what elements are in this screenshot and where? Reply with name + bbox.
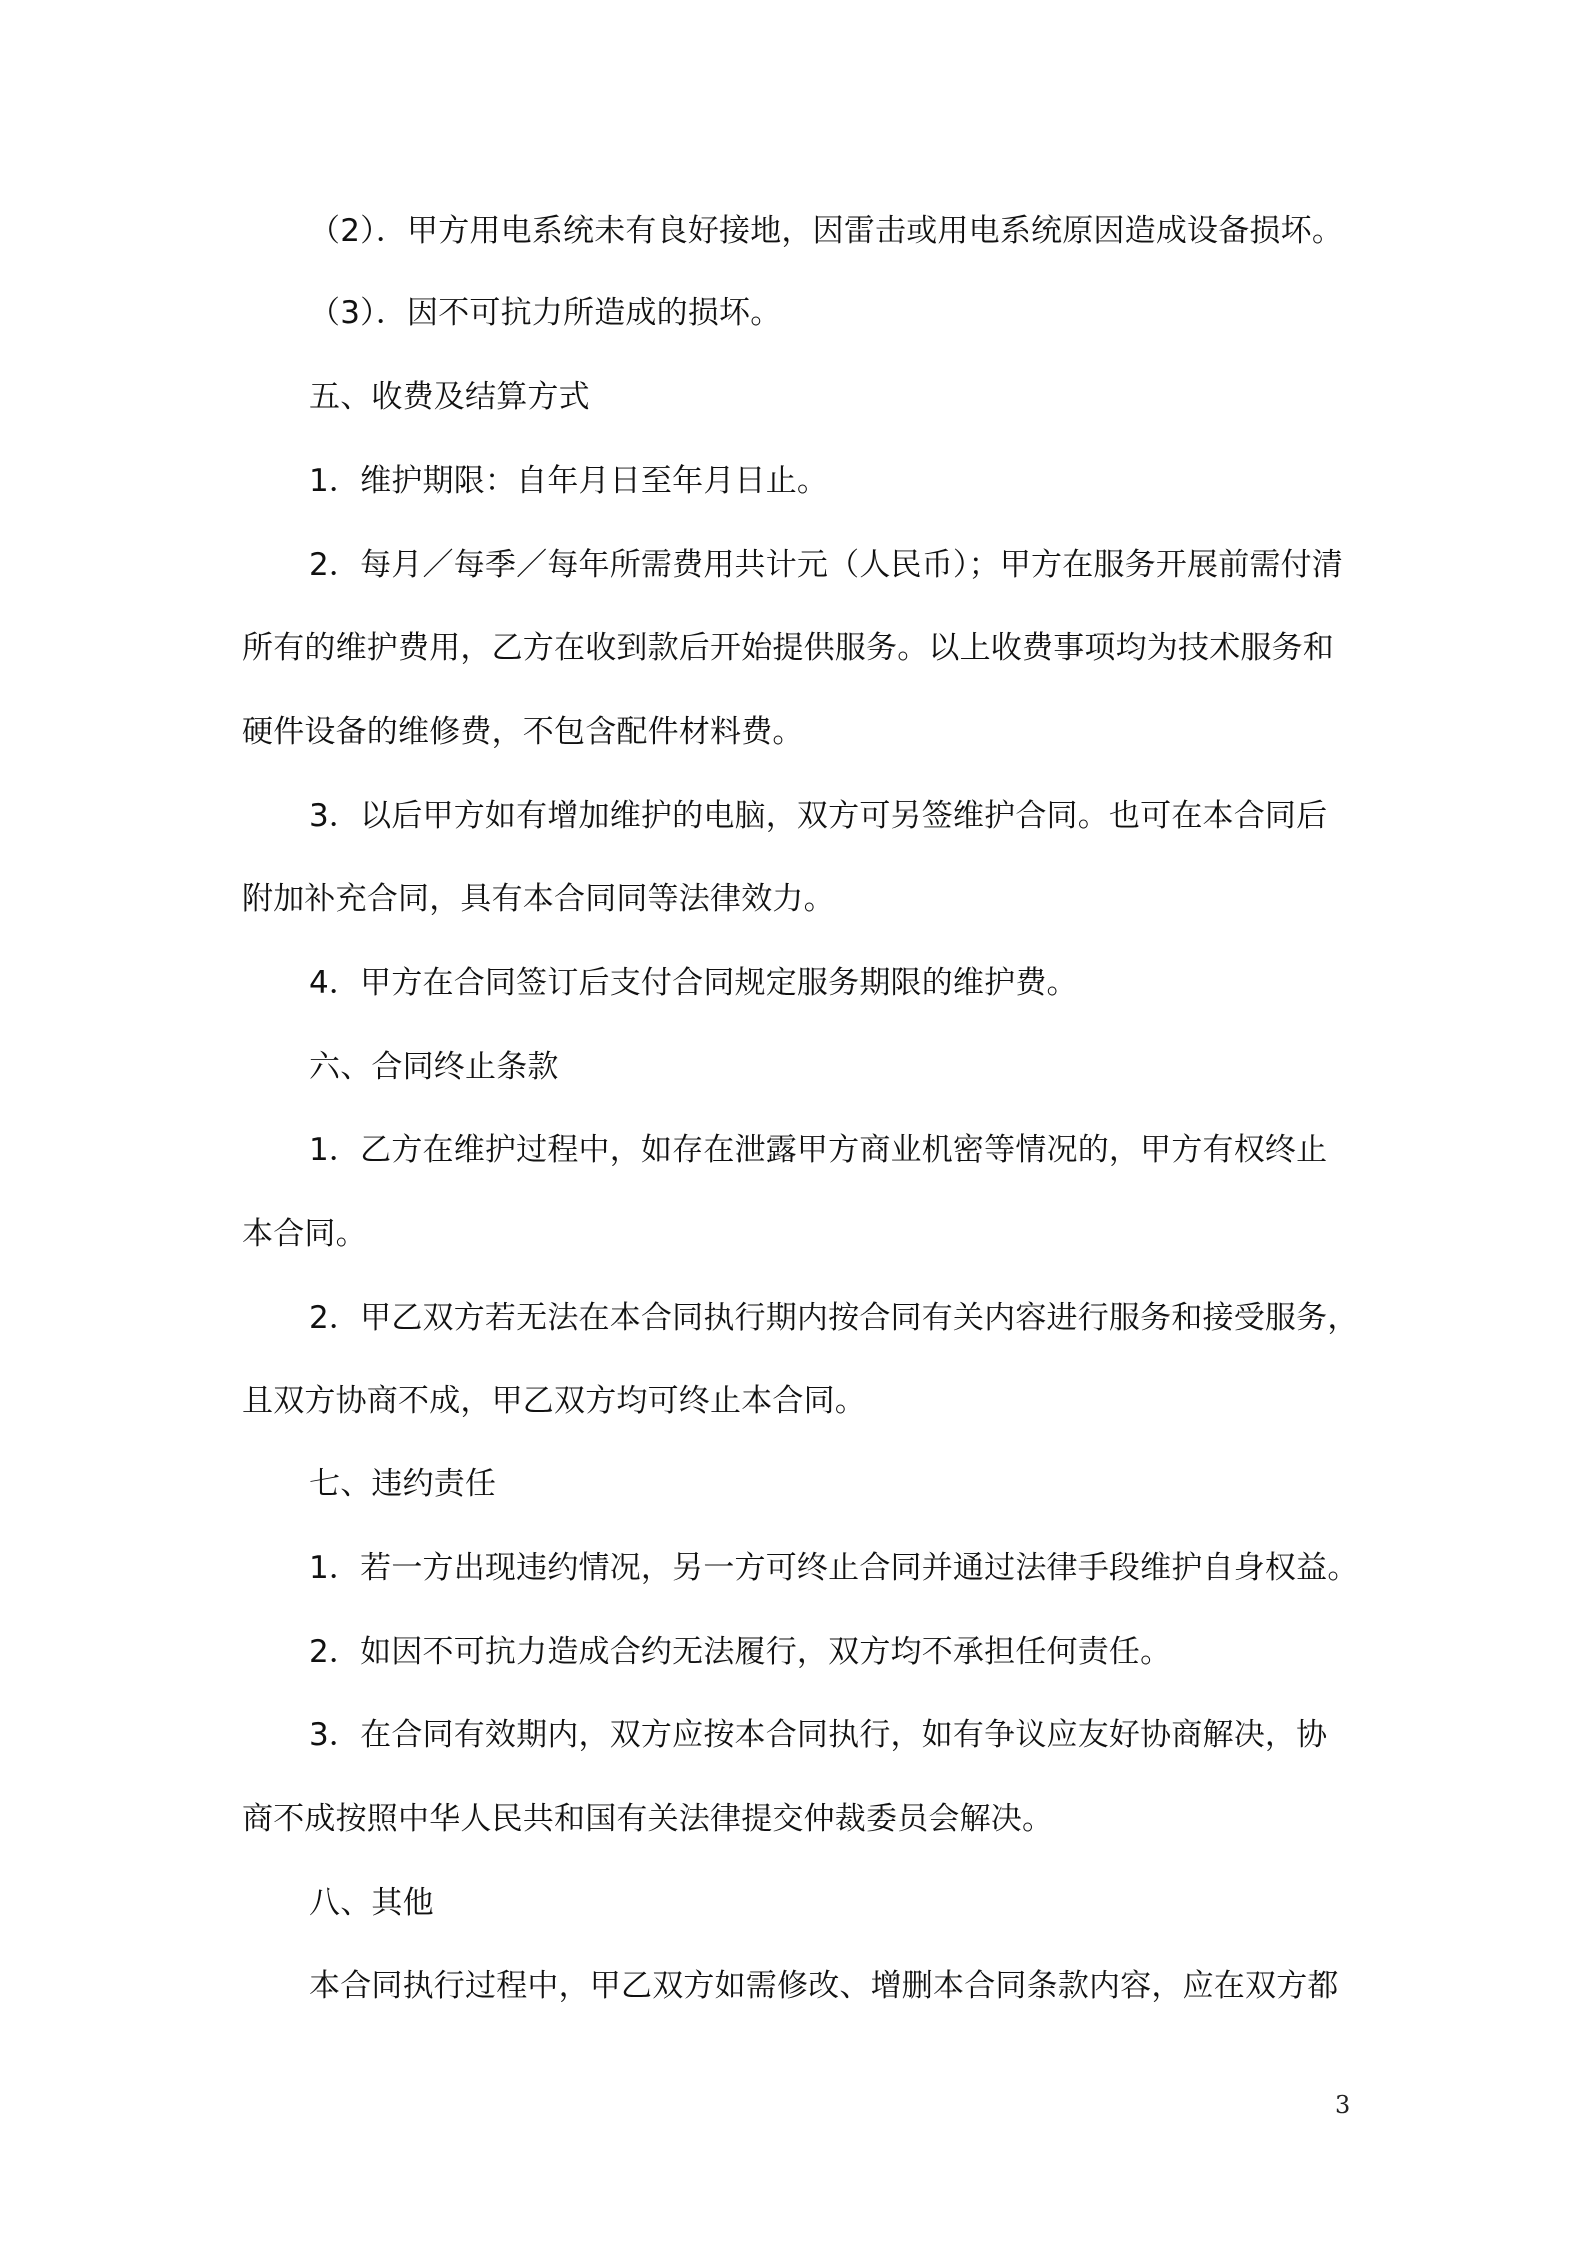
clause-6-2-line-1: 2．甲乙双方若无法在本合同执行期内按合同有关内容进行服务和接受服务，	[309, 1300, 1359, 1336]
clause-4-item-2: （2）．甲方用电系统未有良好接地，因雷击或用电系统原因造成设备损坏。	[309, 213, 1344, 249]
section-7-heading: 七、违约责任	[309, 1466, 497, 1502]
clause-7-3-line-1: 3．在合同有效期内，双方应按本合同执行，如有争议应友好协商解决，协	[309, 1717, 1328, 1753]
clause-7-3-line-2: 商不成按照中华人民共和国有关法律提交仲裁委员会解决。	[242, 1801, 1054, 1837]
clause-6-2-line-2: 且双方协商不成，甲乙双方均可终止本合同。	[242, 1383, 866, 1419]
clause-5-2-line-2: 所有的维护费用，乙方在收到款后开始提供服务。以上收费事项均为技术服务和	[242, 630, 1334, 666]
clause-6-1-line-2: 本合同。	[242, 1216, 367, 1252]
section-8-heading: 八、其他	[309, 1885, 434, 1921]
section-5-heading: 五、收费及结算方式	[309, 379, 590, 415]
clause-5-3-line-1: 3．以后甲方如有增加维护的电脑，双方可另签维护合同。也可在本合同后	[309, 798, 1328, 834]
clause-7-2: 2．如因不可抗力造成合约无法履行，双方均不承担任何责任。	[309, 1634, 1172, 1670]
clause-5-2-line-3: 硬件设备的维修费，不包含配件材料费。	[242, 714, 804, 750]
clause-7-1: 1．若一方出现违约情况，另一方可终止合同并通过法律手段维护自身权益。	[309, 1550, 1359, 1586]
clause-6-1-line-1: 1．乙方在维护过程中，如存在泄露甲方商业机密等情况的，甲方有权终止	[309, 1132, 1328, 1168]
clause-5-3-line-2: 附加补充合同，具有本合同同等法律效力。	[242, 881, 835, 917]
clause-4-item-3: （3）．因不可抗力所造成的损坏。	[309, 295, 782, 331]
clause-8-text: 本合同执行过程中，甲乙双方如需修改、增删本合同条款内容，应在双方都	[309, 1968, 1339, 2004]
clause-5-4: 4．甲方在合同签订后支付合同规定服务期限的维护费。	[309, 965, 1078, 1001]
clause-5-1: 1．维护期限：自年月日至年月日止。	[309, 463, 829, 499]
section-6-heading: 六、合同终止条款	[309, 1049, 559, 1085]
clause-5-2-line-1: 2．每月／每季／每年所需费用共计元（人民币）；甲方在服务开展前需付清	[309, 547, 1344, 583]
page-number: 3	[1335, 2091, 1351, 2119]
